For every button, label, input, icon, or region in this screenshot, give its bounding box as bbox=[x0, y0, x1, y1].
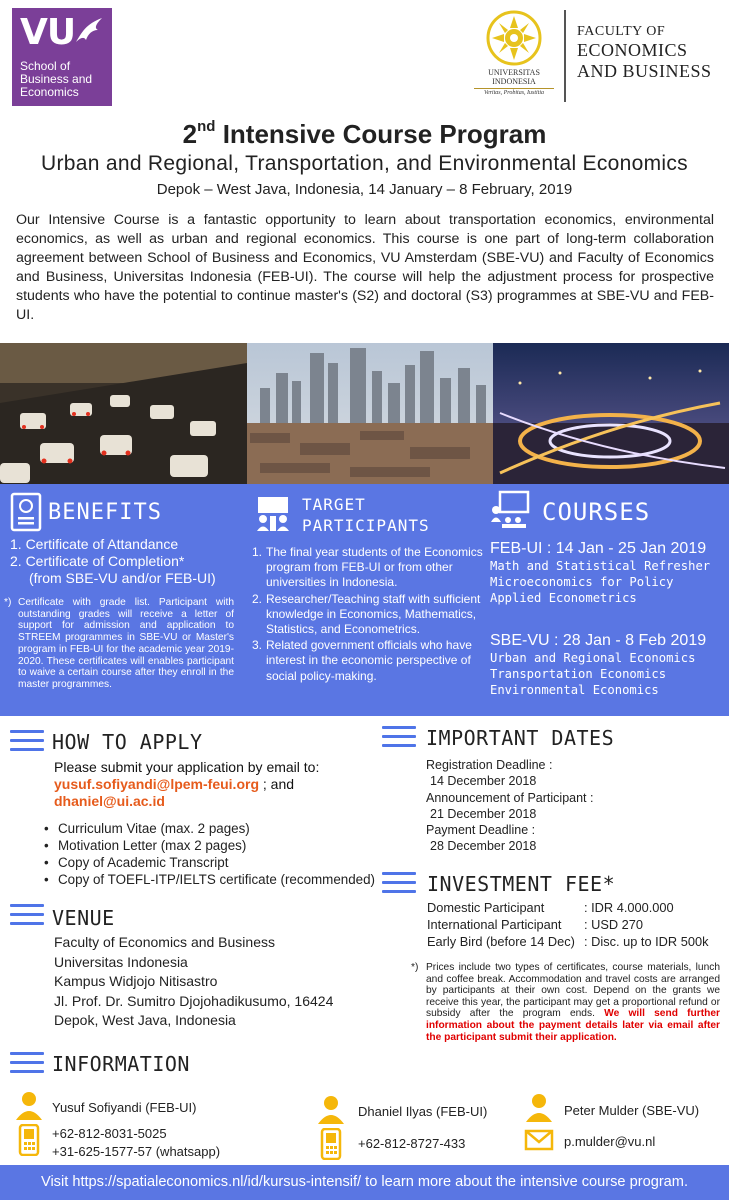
participants-icon bbox=[254, 494, 292, 532]
list-item: 2. Researcher/Teaching staff with sufficient knowledge in Economics, Mathematics, Statistics, and Econometrics. bbox=[252, 591, 481, 637]
certificate-icon bbox=[10, 492, 42, 532]
list-item: 3. Related government officials who have interest in the economic perspective of social policy-making. bbox=[252, 638, 472, 683]
benefits-list bbox=[10, 536, 216, 587]
phone-icon bbox=[320, 1128, 342, 1160]
ui-logo-motto: Veritas, Probitas, Iustitia bbox=[474, 88, 554, 96]
target-participants-title: TARGET PARTICIPANTS bbox=[302, 495, 430, 535]
list-item: 1. Certificate of Attandance bbox=[10, 536, 179, 552]
list-item: • Copy of TOEFL-ITP/IELTS certificate (recommended) bbox=[44, 871, 375, 888]
list-item: Math and Statistical Refresher bbox=[490, 559, 711, 573]
apply-requirements-list bbox=[44, 820, 375, 888]
griffin-icon bbox=[72, 14, 106, 48]
courses-title: COURSES bbox=[542, 498, 651, 526]
benefits-note: *) Certificate with grade list. Participant with outstanding grades will receive a letter of support for admission and application to STREEM programmes in SBE-VU or Master's program in FEB-UI for the academic year 2019-2020. These certificates will enables participant to waive a certain course after they enroll in the master programmes. bbox=[4, 597, 234, 690]
list-item: Microeconomics for Policy bbox=[490, 575, 674, 589]
contact-phone-dhaniel: +62-812-8727-433 bbox=[358, 1136, 466, 1151]
list-item: Urban and Regional Economics bbox=[490, 651, 696, 665]
apply-instructions: Please submit your application by email to: yusuf.sofiyandi@lpem-feui.org ; and dhaniel@ui.ac.id bbox=[54, 759, 320, 809]
sbe-vu-courses bbox=[490, 632, 706, 698]
menu-lines-icon bbox=[10, 1052, 44, 1074]
fee-note: *) Prices include two types of certificates, course materials, lunch and coffee break. Accommodation and travel costs are arranged by participants at their own cost. Depend on the grants we receive this year, the participant may get a proportional refund or subsidy after the program ends. We will send further information about the payment details later via email after the participant submit their application. bbox=[411, 962, 720, 1043]
page-subtitle: Urban and Regional, Transportation, and Environmental Economics bbox=[41, 152, 688, 175]
list-item: (from SBE-VU and/or FEB-UI) bbox=[29, 570, 216, 586]
information-title: INFORMATION bbox=[52, 1052, 190, 1076]
table-row: International Participant : USD 270 bbox=[427, 917, 644, 932]
menu-lines-icon bbox=[382, 872, 416, 894]
table-row: Early Bird (before 14 Dec) : Disc. up to IDR 500k bbox=[427, 934, 709, 949]
person-icon bbox=[316, 1094, 346, 1124]
contact-name-dhaniel: Dhaniel Ilyas (FEB-UI) bbox=[358, 1104, 488, 1119]
contact-email-peter[interactable]: p.mulder@vu.nl bbox=[564, 1134, 656, 1149]
contact-phones-yusuf: +62-812-8031-5025 +31-625-1577-57 (whatsapp) bbox=[52, 1126, 221, 1159]
feb-ui-courses bbox=[490, 540, 710, 606]
fee-table bbox=[427, 899, 708, 950]
vu-logo-subtitle: School of Business and Economics bbox=[20, 59, 93, 99]
venue-address: Faculty of Economics and Business Universitas Indonesia Kampus Widjojo Nitisastro Jl. Prof. Dr. Sumitro Djojohadikusumo, 16424 Depok, West Java, Indonesia bbox=[54, 934, 334, 1028]
traffic-jam-photo bbox=[0, 343, 247, 484]
sbe-vu-course-dates: SBE-VU : 28 Jan - 8 Feb 2019 bbox=[490, 632, 707, 649]
footer-website-link[interactable]: Visit https://spatialeconomics.nl/id/kursus-intensif/ to learn more about the intensive course program. bbox=[0, 1165, 729, 1200]
envelope-icon bbox=[524, 1128, 554, 1152]
menu-lines-icon bbox=[10, 730, 44, 752]
contact-name-yusuf: Yusuf Sofiyandi (FEB-UI) bbox=[52, 1100, 197, 1115]
makara-emblem-icon bbox=[484, 8, 544, 68]
list-item: 1. The final year students of the Economics program from FEB-UI or from other universities in Indonesia. bbox=[252, 545, 483, 590]
important-dates-list: Registration Deadline : 14 December 2018 Announcement of Participant : 21 December 2018 Payment Deadline : 28 December 2018 bbox=[426, 758, 594, 854]
list-item: • Motivation Letter (max 2 pages) bbox=[44, 837, 375, 854]
vu-logo-mark: VU bbox=[20, 12, 76, 53]
list-item: Applied Econometrics bbox=[490, 591, 637, 605]
faculty-name: FACULTY OF ECONOMICS AND BUSINESS bbox=[577, 24, 712, 81]
important-dates-title: IMPORTANT DATES bbox=[426, 726, 615, 750]
list-item: 2. Certificate of Completion* bbox=[10, 553, 185, 569]
email-link-dhaniel[interactable]: dhaniel@ui.ac.id bbox=[54, 793, 165, 809]
how-to-apply-title: HOW TO APPLY bbox=[52, 730, 203, 754]
payment-info-note: We will send further information about the payment details later via email after the participant submit their application. bbox=[426, 1008, 720, 1043]
target-participants-list bbox=[252, 545, 484, 685]
venue-title: VENUE bbox=[52, 906, 115, 930]
header-divider bbox=[564, 10, 566, 102]
list-item: Transportation Economics bbox=[490, 667, 667, 681]
menu-lines-icon bbox=[382, 726, 416, 748]
photo-strip bbox=[0, 343, 729, 484]
city-skyline-photo bbox=[247, 343, 493, 484]
table-row: Domestic Participant : IDR 4.000.000 bbox=[427, 900, 674, 915]
benefits-title: BENEFITS bbox=[48, 500, 162, 525]
contact-name-peter: Peter Mulder (SBE-VU) bbox=[564, 1103, 700, 1118]
interchange-night-photo bbox=[493, 343, 729, 484]
person-icon bbox=[14, 1090, 44, 1120]
universitas-indonesia-logo bbox=[474, 8, 554, 104]
menu-lines-icon bbox=[10, 904, 44, 926]
intro-paragraph: Our Intensive Course is a fantastic opportunity to learn about transportation economics, environmental economics, as well as urban and regional economics. This course is one part of long-term collaboration agreement between School of Business and Economics, VU Amsterdam (SBE-VU) and Faculty of Economics and Business, Universitas Indonesia (FEB-UI). The course will help the adjustment process for prospective students who have the potential to continue master's (S2) and doctoral (S3) programmes at SBE-VU and FEB-UI. bbox=[16, 212, 714, 323]
ui-logo-name: UNIVERSITAS INDONESIA bbox=[488, 68, 540, 86]
investment-fee-title: INVESTMENT FEE* bbox=[427, 872, 616, 896]
info-band bbox=[0, 484, 729, 716]
page-title: 2nd Intensive Course Program bbox=[182, 118, 547, 149]
email-link-yusuf[interactable]: yusuf.sofiyandi@lpem-feui.org bbox=[54, 776, 260, 792]
list-item: Environmental Economics bbox=[490, 683, 659, 697]
classroom-icon bbox=[490, 490, 530, 530]
phone-icon bbox=[18, 1124, 40, 1156]
place-and-date: Depok – West Java, Indonesia, 14 January – 8 February, 2019 bbox=[156, 181, 573, 198]
feb-ui-course-dates: FEB-UI : 14 Jan - 25 Jan 2019 bbox=[490, 540, 707, 557]
list-item: • Copy of Academic Transcript bbox=[44, 854, 375, 871]
person-icon bbox=[524, 1092, 554, 1122]
vu-sbe-logo bbox=[12, 8, 112, 106]
list-item: • Curriculum Vitae (max. 2 pages) bbox=[44, 820, 375, 837]
